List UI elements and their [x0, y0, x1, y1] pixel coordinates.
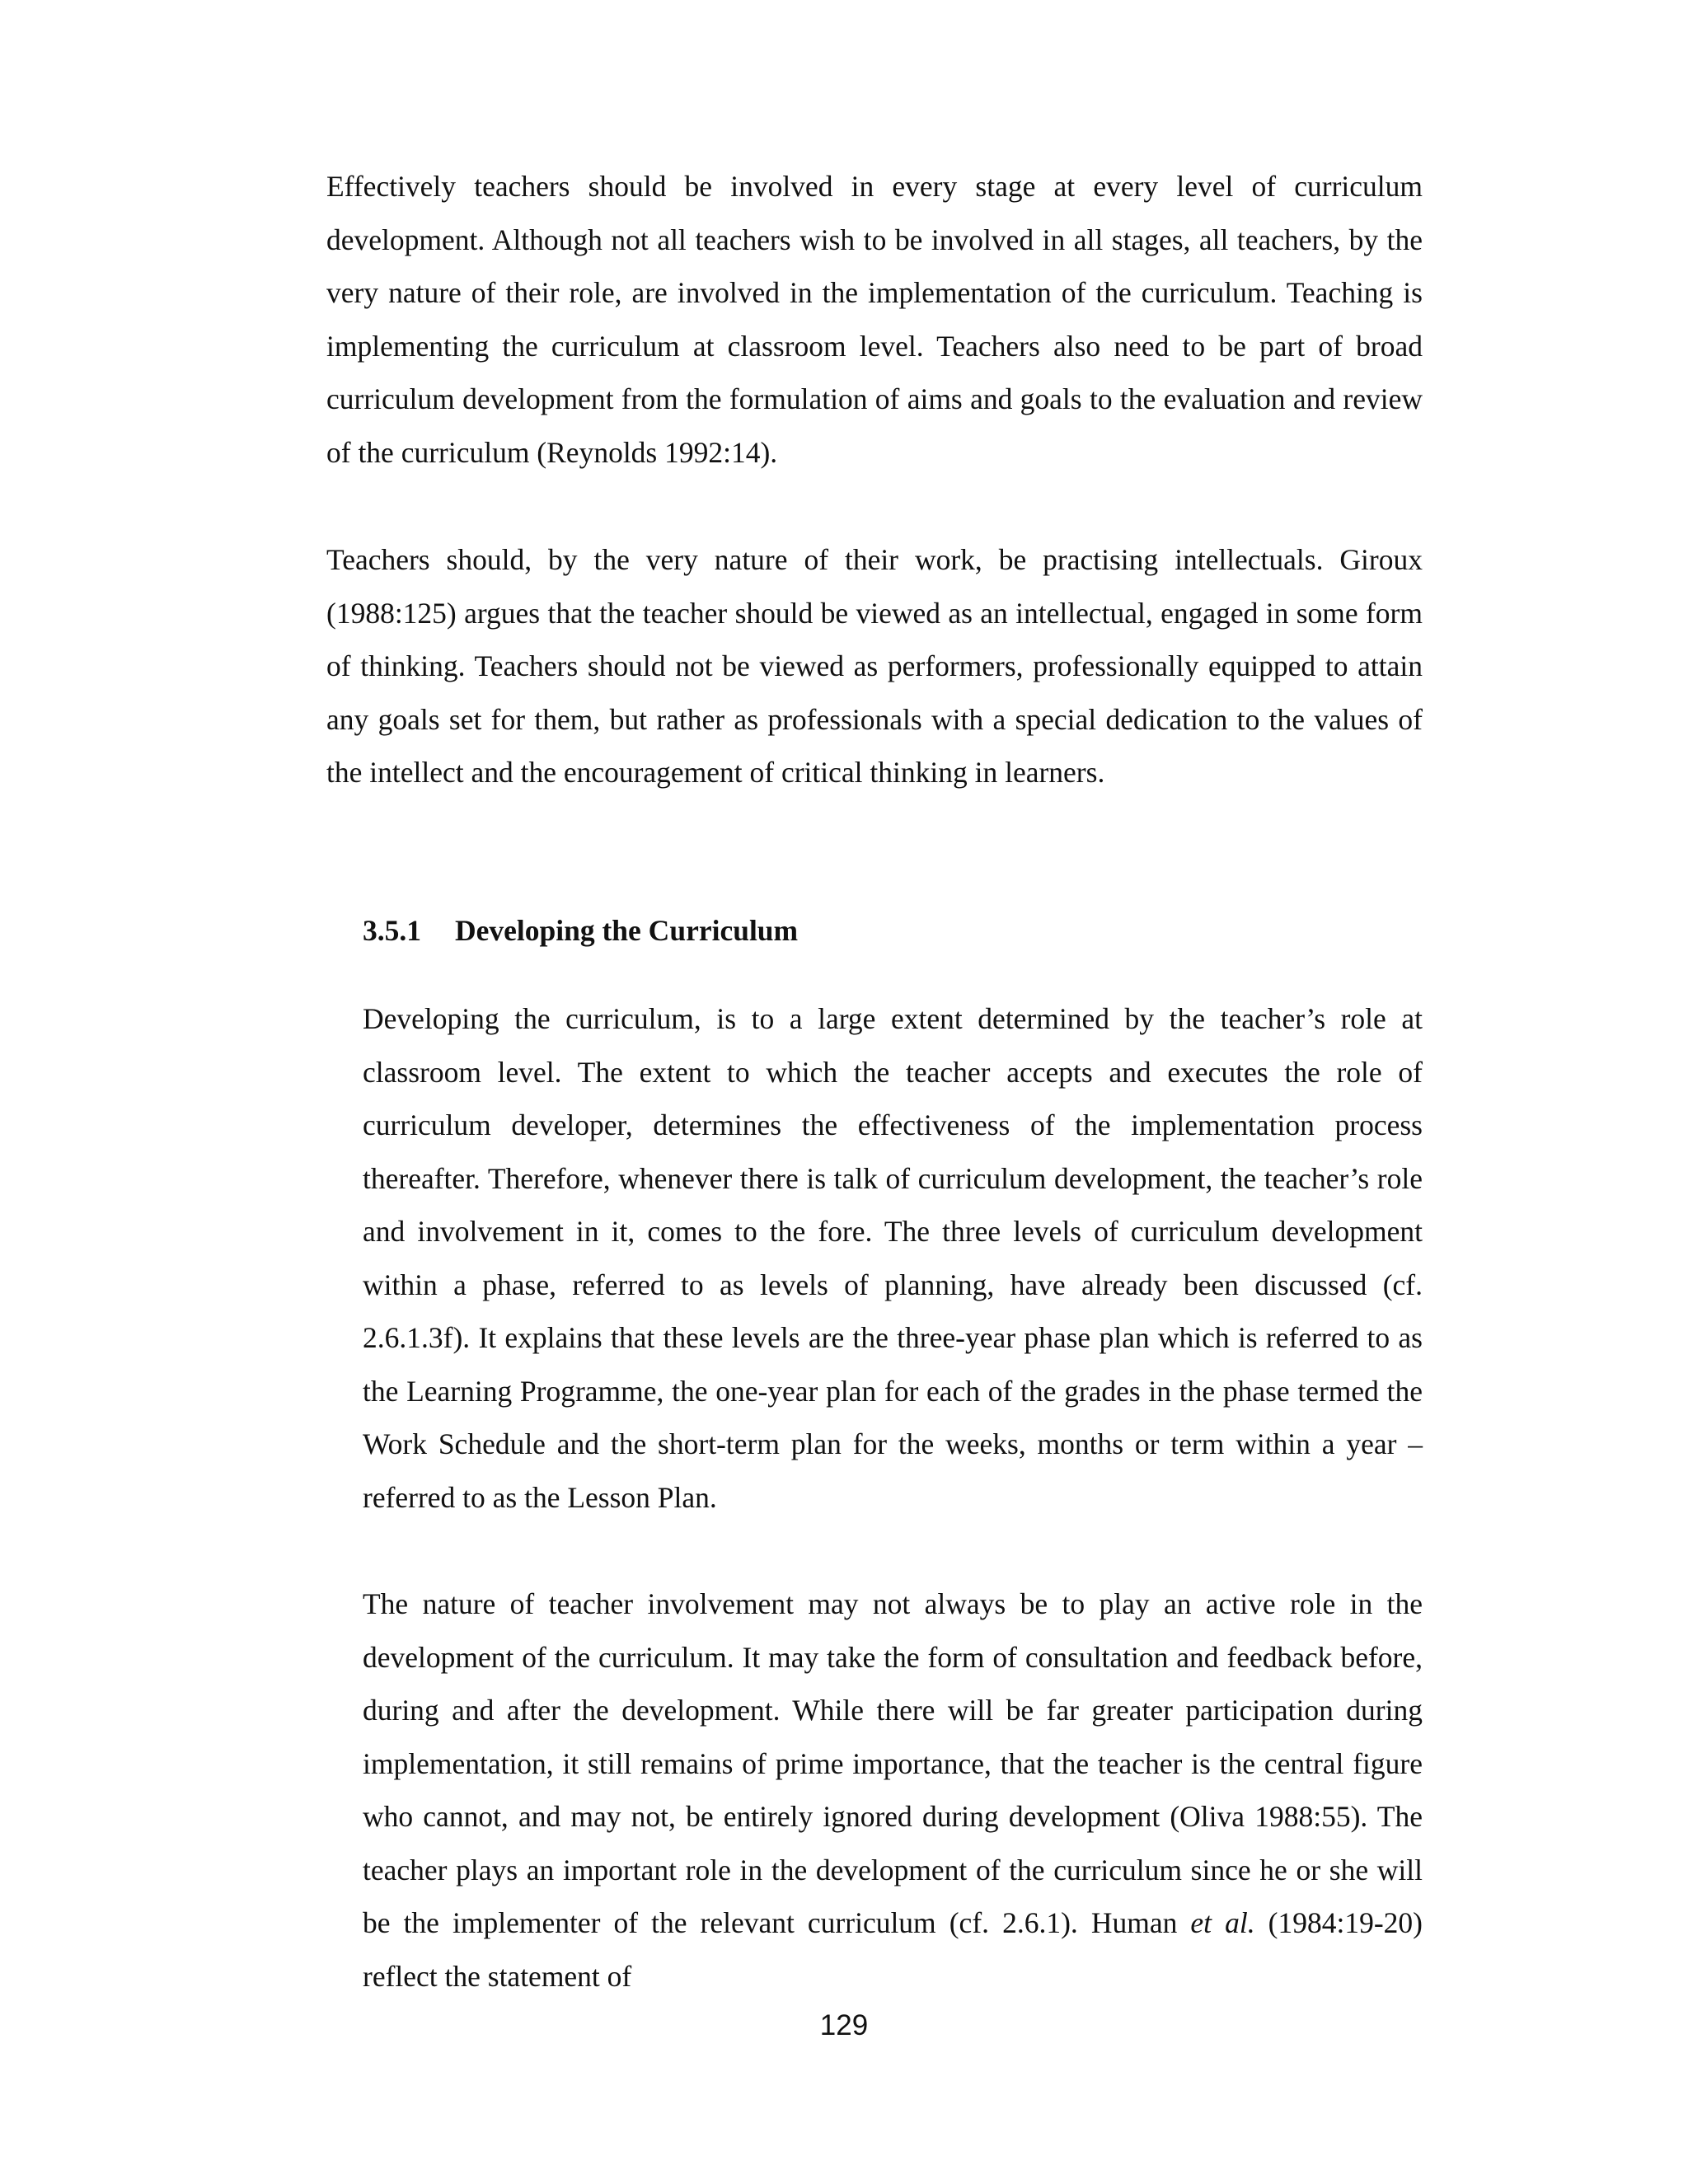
section-title: Developing the Curriculum: [455, 914, 799, 947]
paragraph-developing-curriculum: Developing the curriculum, is to a large extent determined by the teacher’s role at classroom level. The extent to which the teacher accepts and executes the role of curriculum developer, determines the effectiveness of the implementation process thereafter. Therefore, whenever there is talk of curriculum development, the teacher’s role and involvement in it, comes to the fore. The three levels of curriculum development within a phase, referred to as levels of planning, have already been discussed (cf. 2.6.1.3f). It explains that these levels are the three-year phase plan which is referred to as the Learning Programme, the one-year plan for each of the grades in the phase termed the Work Schedule and the short-term plan for the weeks, months or term within a year – referred to as the Lesson Plan.: [363, 1002, 1423, 1514]
citation-et-al: et al.: [1190, 1906, 1255, 1939]
paragraph-text-end: (1984:19-20) reflect the statement of: [363, 1906, 1423, 1993]
section-heading: [363, 904, 798, 958]
page-number: 129: [819, 2009, 869, 2041]
paragraph-nature-of-involvement: [363, 1577, 1423, 2003]
paragraph-text-start: The nature of teacher involvement may not always be to play an active role in the development of the curriculum. It may take the form of consultation and feedback before, during and after the development. While there will be far greater participation during implementation, it still remains of prime importance, that the teacher is the central figure who cannot, and may not, be entirely ignored during development (Oliva 1988:55). The teacher plays an important role in the development of the curriculum since he or she will be the implementer of the relevant curriculum (cf. 2.6.1). Human: [363, 1587, 1423, 1939]
section-number: 3.5.1: [363, 914, 421, 947]
paragraph-teacher-involvement: Effectively teachers should be involved in every stage at every level of curriculum development. Although not all teachers wish to be involved in all stages, all teachers, by the very nature of their role, are involved in the implementation of the curriculum. Teaching is implementing the curriculum at classroom level. Teachers also need to be part of broad curriculum development from the formulation of aims and goals to the evaluation and review of the curriculum (Reynolds 1992:14).: [326, 170, 1423, 469]
paragraph-practising-intellectuals: Teachers should, by the very nature of their work, be practising intellectuals. Giroux (1988:125) argues that the teacher should be viewed as an intellectual, engaged in some form of thinking. Teachers should not be viewed as performers, professionally equipped to attain any goals set for them, but rather as professionals with a special dedication to the values of the intellect and the encouragement of critical thinking in learners.: [326, 543, 1423, 789]
